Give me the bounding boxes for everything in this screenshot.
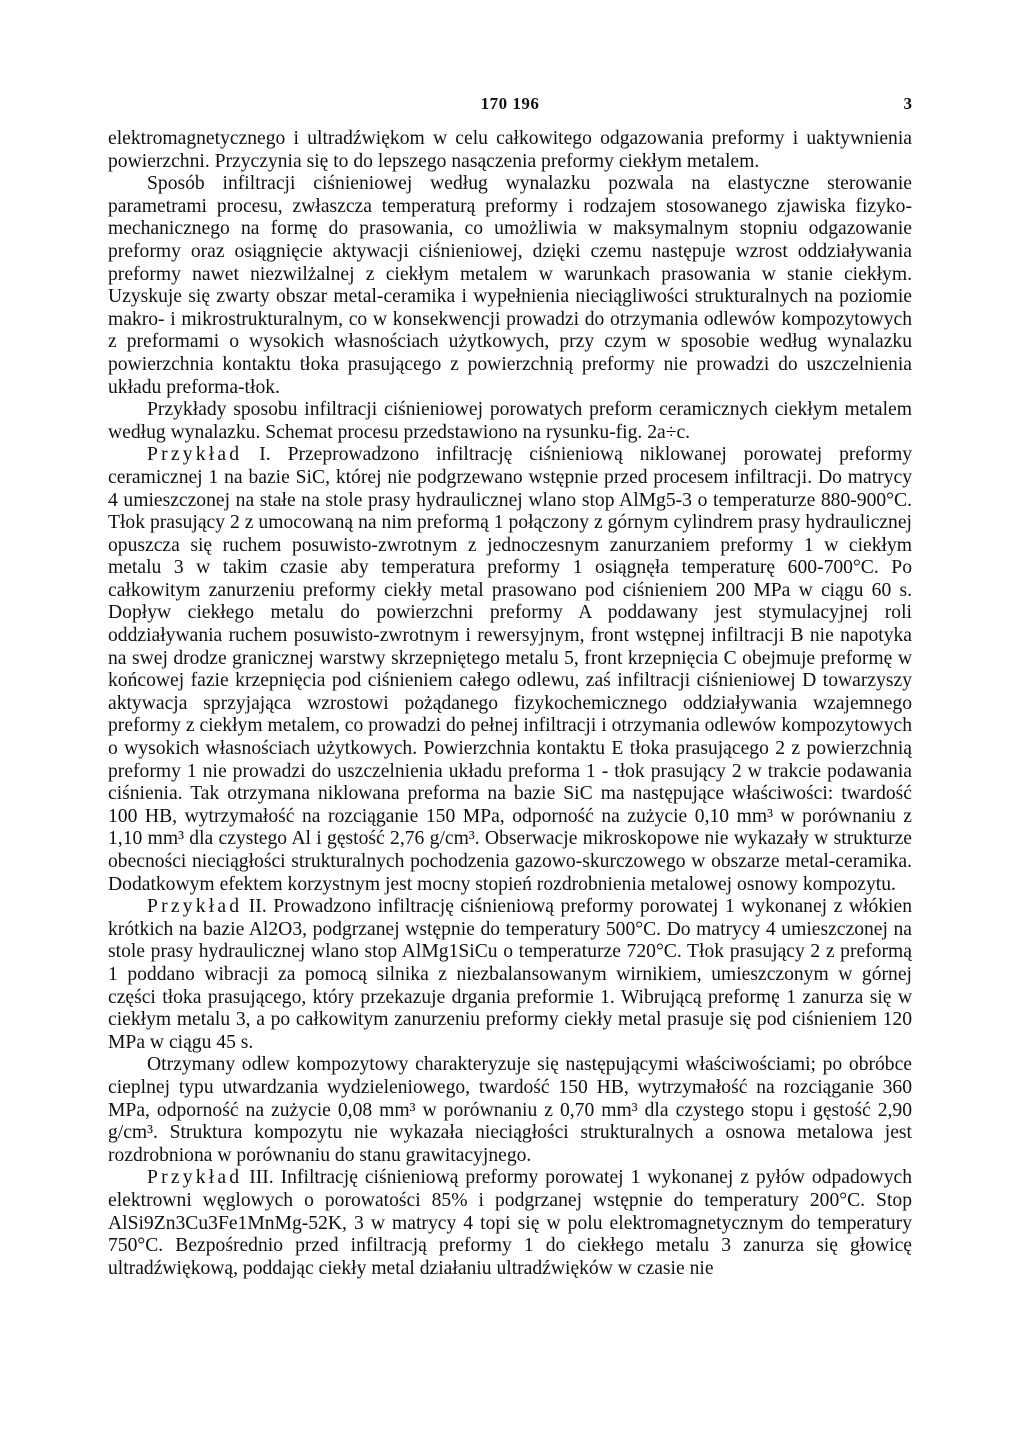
example-label: Przykład xyxy=(147,444,243,466)
paragraph-continuation xyxy=(108,128,912,173)
paragraph-examples-intro xyxy=(108,399,912,444)
page-header xyxy=(108,94,912,118)
paragraph-example-2-results xyxy=(108,1054,912,1167)
body-text xyxy=(108,128,912,1280)
paragraph-text: Otrzymany odlew kompozytowy charakteryzuje się następującymi właściwościami; po obróbce cieplnej typu utwardzania wydzieleniowego, twardość 150 HB, wytrzymałość na rozciąganie 360 MPa, odporność na zużycie 0,08 mm³ w porównaniu z 0,70 mm³ dla czystego stopu i gęstość 2,90 g/cm³. Struktura kompozytu nie wykazała nieciągłości strukturalnych a osnowa metalowa jest rozdrobniona w porównaniu do stanu grawitacyjnego. xyxy=(108,1054,912,1166)
paragraph-method-description xyxy=(108,173,912,399)
paragraph-text: II. Prowadzono infiltrację ciśnieniową preformy porowatej 1 wykonanej z włókien krótkich na bazie Al2O3, podgrzanej wstępnie do temperatury 500°C. Do matrycy 4 umieszczonej na stole prasy hydraulicznej wlano stop AlMg1SiCu o temperaturze 720°C. Tłok prasujący 2 z preformą 1 poddano wibracji za pomocą silnika z niezbalansowanym wirnikiem, umieszczonym w górnej części tłoka prasującego, który przekazuje drgania preformie 1. Wibrującą preformę 1 zanurza się w ciekłym metalu 3, a po całkowitym zanurzeniu preformy ciekły metal prasuje się pod ciśnieniem 120 MPa w ciągu 45 s. xyxy=(108,896,912,1053)
paragraph-text: Przykłady sposobu infiltracji ciśnieniowej porowatych preform ceramicznych ciekłym metalem według wynalazku. Schemat procesu przedstawiono na rysunku-fig. 2a÷c. xyxy=(108,399,912,443)
example-label: Przykład xyxy=(147,896,243,918)
page-number: 3 xyxy=(903,94,912,113)
paragraph-text: elektromagnetycznego i ultradźwiękom w celu całkowitego odgazowania preformy i uaktywnienia powierzchni. Przyczynia się to do lepszego nasączenia preformy ciekłym metalem. xyxy=(108,128,912,172)
paragraph-example-2 xyxy=(108,896,912,1054)
example-label: Przykład xyxy=(147,1167,243,1189)
document-number: 170 196 xyxy=(480,94,540,113)
paragraph-text: Sposób infiltracji ciśnieniowej według wynalazku pozwala na elastyczne sterowanie parametrami procesu, zwłaszcza temperaturą preformy i rodzajem stosowanego zjawiska fizyko-mechanicznego na formę do prasowania, co umożliwia w maksymalnym stopniu odgazowanie preformy oraz osiągnięcie aktywacji ciśnieniowej, dzięki czemu następuje wzrost oddziaływania preformy nawet niezwilżalnej z ciekłym metalem w warunkach prasowania w stanie ciekłym. Uzyskuje się zwarty obszar metal-ceramika i wypełnienia nieciągliwości strukturalnych na poziomie makro- i mikrostrukturalnym, co w konsekwencji prowadzi do otrzymania odlewów kompozytowych z preformami o wysokich własnościach użytkowych, przy czym w sposobie według wynalazku powierzchnia kontaktu tłoka prasującego z powierzchnią preformy nie prowadzi do uszczelnienia układu preforma-tłok. xyxy=(108,173,912,398)
paragraph-text: III. Infiltrację ciśnieniową preformy porowatej 1 wykonanej z pyłów odpadowych elektrowni węglowych o porowatości 85% i podgrzanej wstępnie do temperatury 200°C. Stop AlSi9Zn3Cu3Fe1MnMg-52K, 3 w matrycy 4 topi się w polu elektromagnetycznym do temperatury 750°C. Bezpośrednio przed infiltracją preformy 1 do ciekłego metalu 3 zanurza się głowicę ultradźwiękową, poddając ciekły metal działaniu ultradźwięków w czasie nie xyxy=(108,1167,912,1279)
paragraph-example-3 xyxy=(108,1167,912,1280)
paragraph-example-1 xyxy=(108,444,912,896)
paragraph-text: I. Przeprowadzono infiltrację ciśnieniową niklowanej porowatej preformy ceramicznej 1 na bazie SiC, której nie podgrzewano wstępnie przed procesem infiltracji. Do matrycy 4 umieszczonej na stałe na stole prasy hydraulicznej wlano stop AlMg5-3 o temperaturze 880-900°C. Tłok prasujący 2 z umocowaną na nim preformą 1 połączony z górnym cylindrem prasy hydraulicznej opuszcza się ruchem posuwisto-zwrotnym z jednoczesnym zanurzaniem preformy 1 w ciekłym metalu 3 w takim czasie aby temperatura preformy 1 osiągnęła temperaturę 600-700°C. Po całkowitym zanurzeniu preformy ciekły metal prasowano pod ciśnieniem 200 MPa w ciągu 60 s. Dopływ ciekłego metalu do powierzchni preformy A poddawany jest stymulacyjnej roli oddziaływania ruchem posuwisto-zwrotnym i rewersyjnym, front wstępnej infiltracji B nie napotyka na swej drodze granicznej warstwy skrzepniętego metalu 5, front krzepnięcia C obejmuje preformę w końcowej fazie krzepnięcia pod ciśnieniem całego odlewu, zaś infiltracji ciśnieniowej D towarzyszy aktywacja sprzyjająca wzrostowi pożądanego fizykochemicznego oddziaływania wzajemnego preformy z ciekłym metalem, co prowadzi do pełnej infiltracji i otrzymania odlewów kompozytowych o wysokich własnościach użytkowych. Powierzchnia kontaktu E tłoka prasującego 2 z powierzchnią preformy 1 nie prowadzi do uszczelnienia układu preforma 1 - tłok prasujący 2 w trakcie podawania ciśnienia. Tak otrzymana niklowana preforma na bazie SiC ma następujące właściwości: twardość 100 HB, wytrzymałość na rozciąganie 150 MPa, odporność na zużycie 0,10 mm³ w porównaniu z 1,10 mm³ dla czystego Al i gęstość 2,76 g/cm³. Obserwacje mikroskopowe nie wykazały w strukturze obecności nieciągłości strukturalnych pochodzenia gazowo-skurczowego w obszarze metal-ceramika. Dodatkowym efektem korzystnym jest mocny stopień rozdrobnienia metalowej osnowy kompozytu. xyxy=(108,444,912,895)
